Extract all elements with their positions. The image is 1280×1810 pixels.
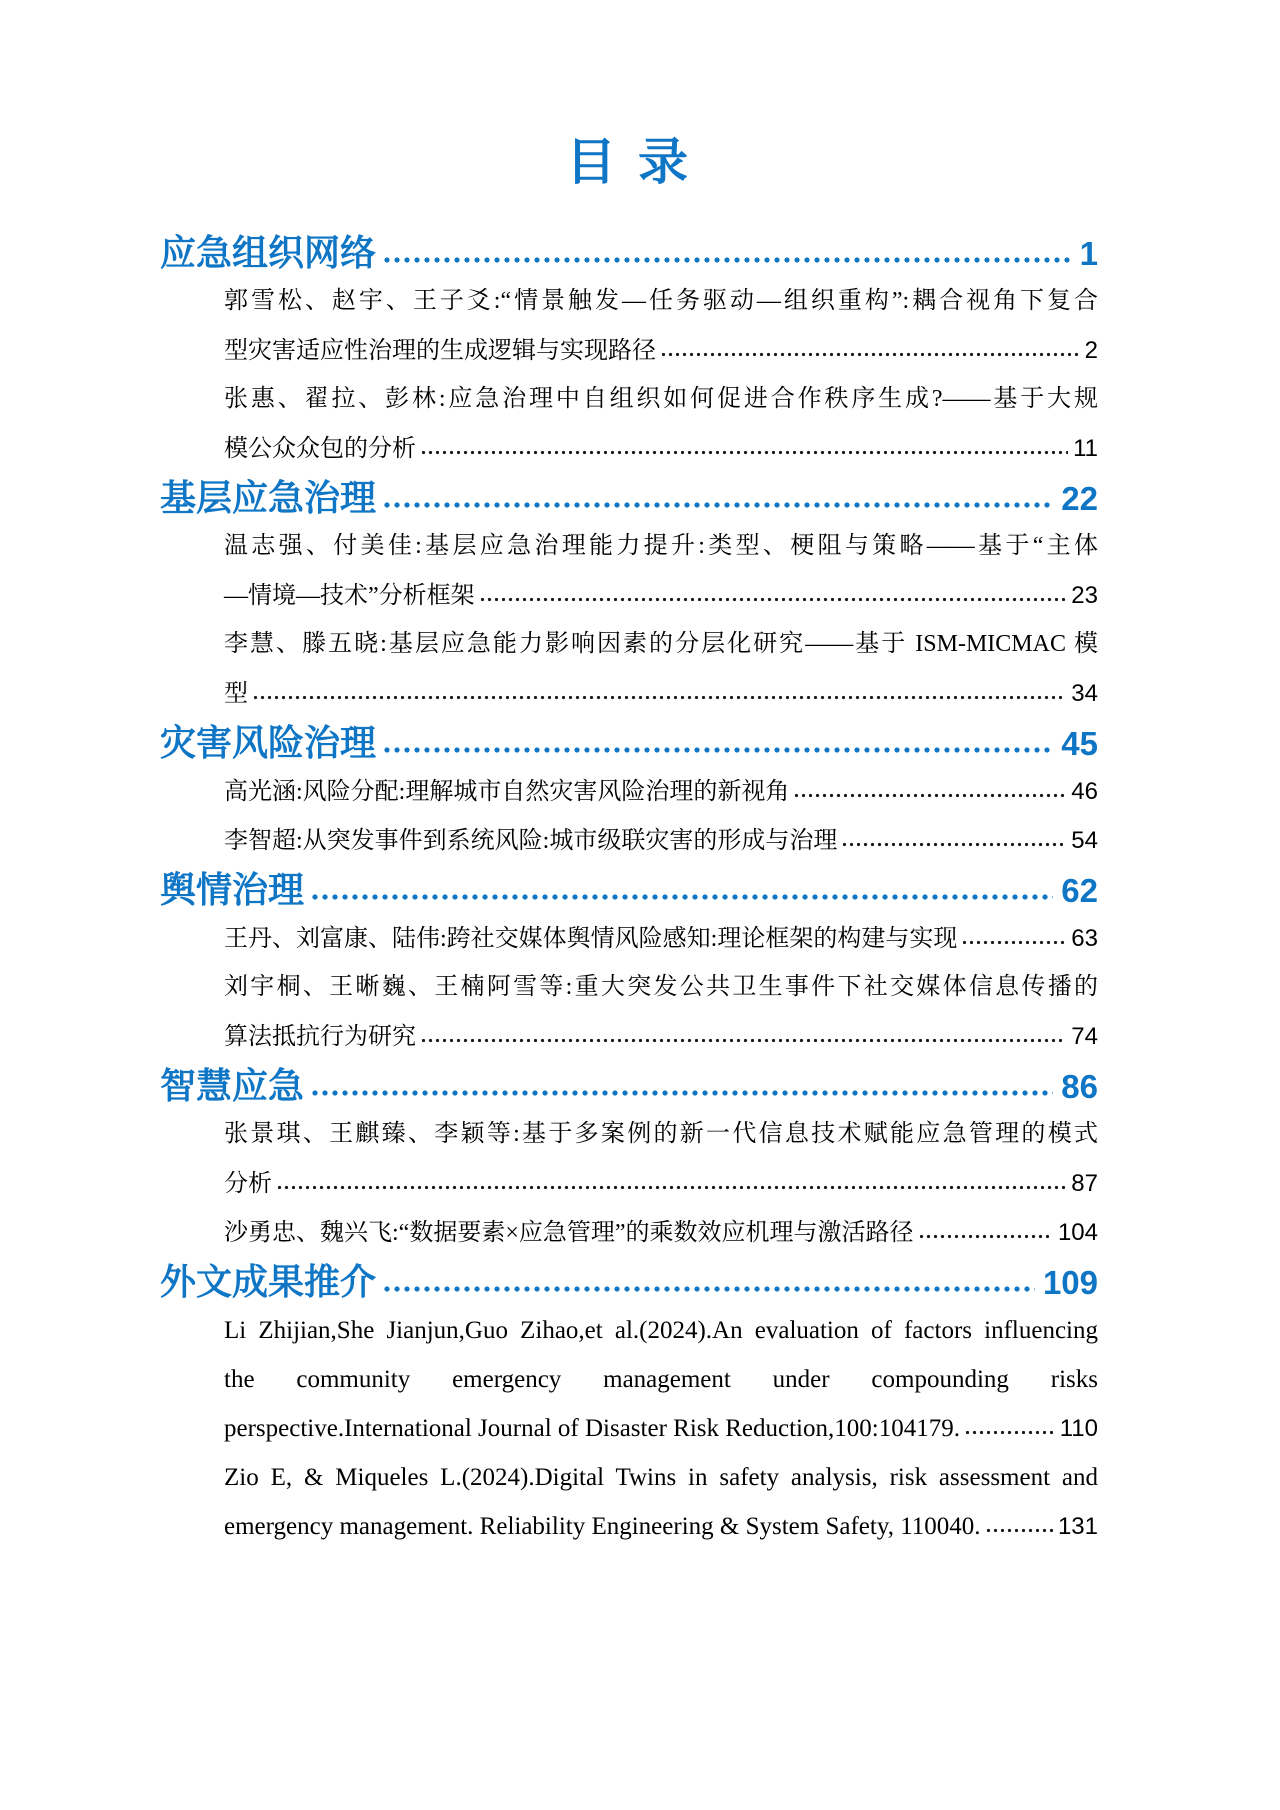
dotted-leader [420,1036,1066,1044]
toc-section-title: 基层应急治理 [160,477,377,518]
dotted-leader [918,1232,1053,1240]
toc-entry[interactable] [160,620,1098,718]
toc-entry-text: perspective.International Journal of Disaster Risk Reduction,100:104179. [224,1415,960,1442]
toc-section-title: 应急组织网络 [160,232,377,273]
dotted-leader [660,350,1080,358]
toc-entry-text: 李智超:从突发事件到系统风险:城市级联灾害的形成与治理 [224,828,838,854]
toc-entry[interactable] [160,1208,1098,1257]
dotted-leader [420,448,1068,456]
dotted-leader [276,1183,1066,1191]
toc-entry-text: 分析 [224,1171,272,1197]
toc-entry-line [224,669,1098,718]
toc-entry-line [224,1159,1098,1208]
dotted-leader [382,744,1053,755]
dotted-leader [310,1087,1053,1098]
toc-entry-text: emergency management. Reliability Engineering & System Safety, 110040. [224,1513,981,1540]
dotted-leader [382,499,1053,510]
toc-entry-page: 63 [1071,925,1098,952]
toc-entry[interactable] [160,1453,1098,1551]
toc-entry[interactable] [160,522,1098,620]
toc-entry-line: 张景琪、王麒臻、李颖等:基于多案例的新一代信息技术赋能应急管理的模式 [224,1121,1098,1147]
toc-section-title: 灾害风险治理 [160,722,377,763]
toc-section-heading[interactable] [160,1061,1098,1110]
toc-entry-line [224,326,1098,375]
toc-entry-line [224,914,1098,963]
toc-entry-line: 李慧、滕五晓:基层应急能力影响因素的分层化研究——基于 ISM-MICMAC 模 [224,631,1098,657]
toc-entry-page: 131 [1057,1513,1098,1540]
toc-entry[interactable] [160,1110,1098,1208]
page-title: 目 录 [566,134,692,190]
dotted-leader [382,1283,1035,1294]
toc-entry-line [224,571,1098,620]
dotted-leader [310,891,1053,902]
toc-entry[interactable] [160,963,1098,1061]
toc-section-page: 1 [1079,235,1098,272]
toc-entry-text: 模公众众包的分析 [224,436,416,462]
toc-entry-line [224,1404,1098,1453]
toc-entry-text: —情境—技术”分析框架 [224,583,475,609]
toc-section-heading[interactable] [160,1257,1098,1306]
dotted-leader [382,254,1072,265]
toc-entry-line: 刘宇桐、王晰巍、王楠阿雪等:重大突发公共卫生事件下社交媒体信息传播的 [224,974,1098,1000]
toc-entry-text: 算法抵抗行为研究 [224,1024,416,1050]
toc-entry[interactable] [160,375,1098,473]
toc-entry[interactable] [160,767,1098,816]
toc-entry[interactable] [160,816,1098,865]
toc-section-heading[interactable] [160,228,1098,277]
toc-section-page: 109 [1042,1264,1098,1301]
toc-section-title: 智慧应急 [160,1065,305,1106]
toc-entry-line: 温志强、付美佳:基层应急治理能力提升:类型、梗阻与策略——基于“主体 [224,533,1098,559]
toc-entry-line [224,1502,1098,1551]
toc-entry[interactable] [160,914,1098,963]
toc-entry-page: 74 [1071,1023,1098,1050]
dotted-leader [985,1526,1053,1534]
toc-entry-page: 104 [1057,1219,1098,1246]
toc-entry-page: 46 [1071,778,1098,805]
toc-entry-text: 型 [224,681,248,707]
toc-entry-page: 87 [1071,1170,1098,1197]
toc-section-title: 舆情治理 [160,869,305,910]
toc-entry-line: Zio E, & Miqueles L.(2024).Digital Twins in safety analysis, risk assessment and [224,1464,1098,1491]
toc-entry-page: 2 [1084,337,1098,364]
toc-section-page: 86 [1061,1068,1098,1105]
toc-entry-text: 型灾害适应性治理的生成逻辑与实现路径 [224,338,656,364]
toc-entry[interactable] [160,1306,1098,1453]
toc-section-page: 22 [1061,480,1098,517]
toc-section-page: 45 [1061,725,1098,762]
toc-entry-line [224,1208,1098,1257]
toc-entry-line [224,424,1098,473]
toc-entry-page: 34 [1071,680,1098,707]
dotted-leader [961,938,1066,946]
toc-entry-text: 沙勇忠、魏兴飞:“数据要素×应急管理”的乘数效应机理与激活路径 [224,1220,914,1246]
dotted-leader [964,1428,1055,1436]
dotted-leader [479,595,1067,603]
dotted-leader [252,693,1066,701]
toc-entry-line [224,1012,1098,1061]
toc-section-title: 外文成果推介 [160,1261,377,1302]
toc-section-page: 62 [1061,872,1098,909]
toc-section-heading[interactable] [160,865,1098,914]
toc-entry-line: Li Zhijian,She Jianjun,Guo Zihao,et al.(2024).An evaluation of factors influencing [224,1317,1098,1344]
toc-entry-line: the community emergency management under compounding risks [224,1366,1098,1393]
toc-entry-text: 高光涵:风险分配:理解城市自然灾害风险治理的新视角 [224,779,790,805]
toc-entry[interactable] [160,277,1098,375]
toc-entry-text: 王丹、刘富康、陆伟:跨社交媒体舆情风险感知:理论框架的构建与实现 [224,926,958,952]
toc-entry-page: 110 [1059,1415,1098,1442]
dotted-leader [841,840,1066,848]
toc-entry-page: 11 [1073,435,1098,462]
toc-section-heading[interactable] [160,473,1098,522]
toc-entry-line [224,816,1098,865]
toc-entry-line: 张惠、翟拉、彭林:应急治理中自组织如何促进合作秩序生成?——基于大规 [224,386,1098,412]
toc-entry-page: 23 [1071,582,1098,609]
toc-entry-page: 54 [1071,827,1098,854]
toc-list [160,228,1098,1551]
dotted-leader [793,791,1066,799]
toc-entry-line: 郭雪松、赵宇、王子爻:“情景触发—任务驱动—组织重构”:耦合视角下复合 [224,288,1098,314]
toc-entry-line [224,767,1098,816]
toc-section-heading[interactable] [160,718,1098,767]
